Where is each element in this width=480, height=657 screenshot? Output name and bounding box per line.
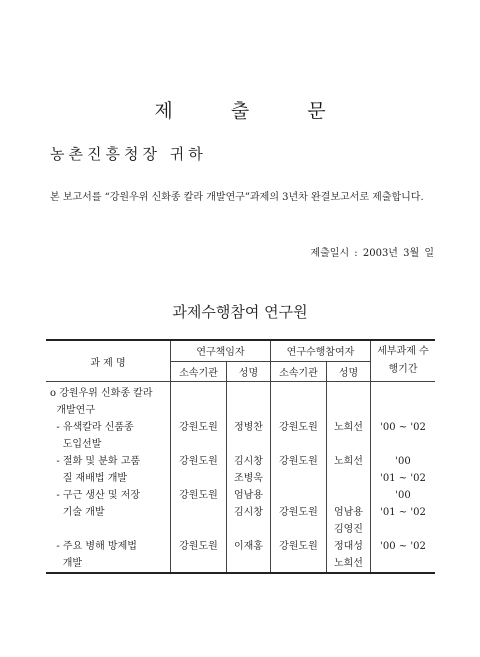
cell-part-name xyxy=(326,382,370,454)
cell-task xyxy=(46,382,171,454)
submission-date: 제출일시 : 2003년 3월 일 xyxy=(310,248,434,259)
cell-line: 엄남용 xyxy=(233,490,263,501)
cell-part-org xyxy=(270,487,326,538)
cell-line: 정병찬 xyxy=(233,422,263,433)
cell-line: 김시창 xyxy=(233,456,263,467)
cell-line: '00 xyxy=(395,490,411,501)
cell-line xyxy=(274,402,323,419)
cell-line: 강원도원 xyxy=(279,422,318,433)
cell-line: 정대성 xyxy=(333,541,363,552)
cell-line: 도입선발 xyxy=(50,439,102,450)
cell-line: 강원도원 xyxy=(179,422,218,433)
cell-line: 강원도원 xyxy=(279,507,318,518)
cell-task xyxy=(46,538,171,573)
cell-line: 개발 xyxy=(50,558,83,569)
cell-period xyxy=(371,538,436,573)
cell-lead-org xyxy=(171,538,227,573)
table-row xyxy=(46,453,435,487)
cell-lead-name xyxy=(226,453,270,487)
cell-line xyxy=(330,385,367,402)
cell-line xyxy=(230,402,267,419)
addressee: 농촌진흥청장 귀하 xyxy=(50,145,207,163)
header-part-name: 성명 xyxy=(326,361,370,382)
table-row xyxy=(46,538,435,573)
cell-part-name xyxy=(326,538,370,573)
cell-line: 질 재배법 개발 xyxy=(50,473,128,484)
cell-line: '00 xyxy=(395,456,411,467)
cell-line xyxy=(330,487,367,504)
cell-line: 김영진 xyxy=(333,524,363,535)
cell-part-name xyxy=(326,453,370,487)
cell-line: - 유색칼라 신품종 xyxy=(50,422,134,433)
cell-line: 조병욱 xyxy=(233,473,263,484)
cell-line xyxy=(174,402,223,419)
cell-line: o 강원우위 신화종 칼라 xyxy=(50,388,153,399)
cell-line: - 주요 병해 방제법 xyxy=(50,541,137,552)
cell-lead-name xyxy=(226,538,270,573)
table-row xyxy=(46,487,435,538)
header-task: 과 제 명 xyxy=(46,340,171,382)
cell-line xyxy=(330,402,367,419)
cell-line: 엄남용 xyxy=(333,507,363,518)
cell-line: - 구근 생산 및 저장 xyxy=(50,490,141,501)
cell-period xyxy=(371,382,436,454)
cell-line xyxy=(374,385,432,402)
cell-line: 노희선 xyxy=(333,456,363,467)
cell-part-org xyxy=(270,453,326,487)
cell-part-org xyxy=(270,382,326,454)
cell-task xyxy=(46,453,171,487)
cell-line: 강원도원 xyxy=(279,541,318,552)
cell-line: '00 ~ '02 xyxy=(380,422,426,433)
cell-part-name xyxy=(326,487,370,538)
cell-line xyxy=(230,385,267,402)
cell-lead-org xyxy=(171,487,227,538)
cell-line: 강원도원 xyxy=(279,456,318,467)
cell-lead-org xyxy=(171,453,227,487)
cell-line xyxy=(274,487,323,504)
cell-line: - 절화 및 분화 고품 xyxy=(50,456,141,467)
document-title: 제 출 문 xyxy=(154,100,352,122)
cell-part-org xyxy=(270,538,326,573)
researcher-table xyxy=(46,339,435,574)
header-lead: 연구책임자 xyxy=(171,340,271,361)
cell-line xyxy=(374,402,432,419)
cell-line: 강원도원 xyxy=(179,541,218,552)
cell-line: 김시창 xyxy=(233,507,263,518)
table-row xyxy=(46,382,435,454)
cell-line: 기술 개발 xyxy=(50,507,105,518)
cell-line: 노희선 xyxy=(333,422,363,433)
cell-line: 강원도원 xyxy=(179,490,218,501)
header-period: 세부과제 수행기간 xyxy=(371,340,436,382)
header-part-org: 소속기관 xyxy=(270,361,326,382)
cell-lead-name xyxy=(226,487,270,538)
cell-period xyxy=(371,453,436,487)
cell-line: 노희선 xyxy=(333,558,363,569)
cell-line: '01 ~ '02 xyxy=(380,507,426,518)
cell-line: '01 ~ '02 xyxy=(380,473,426,484)
cell-line xyxy=(274,385,323,402)
cell-line: '00 ~ '02 xyxy=(380,541,426,552)
submission-statement: 본 보고서를 “강원우위 신화종 칼라 개발연구”과제의 3년차 완결보고서로 제출합니다. xyxy=(50,192,424,203)
table-title: 과제수행참여 연구원 xyxy=(172,303,308,321)
cell-task xyxy=(46,487,171,538)
cell-lead-org xyxy=(171,382,227,454)
cell-period xyxy=(371,487,436,538)
cell-line: 개발연구 xyxy=(50,405,95,416)
header-lead-name: 성명 xyxy=(226,361,270,382)
header-participants: 연구수행참여자 xyxy=(270,340,370,361)
cell-line xyxy=(174,385,223,402)
header-lead-org: 소속기관 xyxy=(171,361,227,382)
cell-line: 이재홍 xyxy=(233,541,263,552)
cell-line: 강원도원 xyxy=(179,456,218,467)
cell-lead-name xyxy=(226,382,270,454)
